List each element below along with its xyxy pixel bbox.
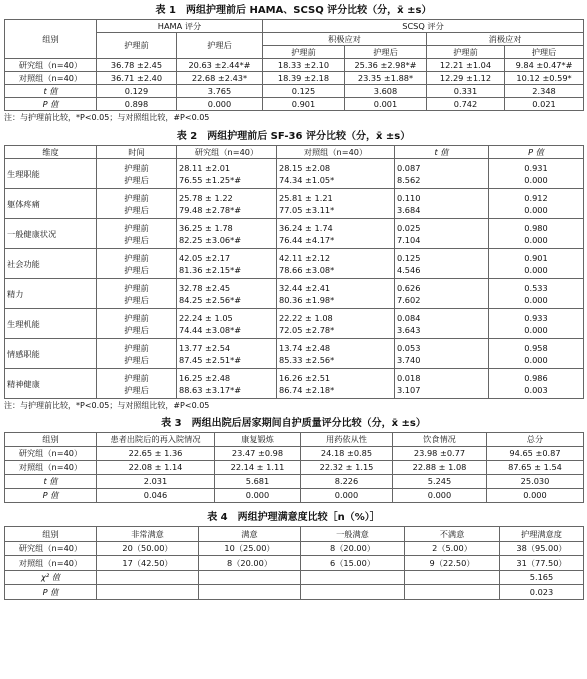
- p-values: 0.931 0.000: [489, 159, 584, 189]
- t2-header-time: 时间: [97, 146, 177, 159]
- t-values: 0.626 7.602: [395, 279, 489, 309]
- control-values: 16.26 ±2.51 86.74 ±2.18*: [277, 369, 395, 399]
- table-row: P 值 0.046 0.000 0.000 0.000 0.000: [5, 489, 584, 503]
- table1-note: 注：与护理前比较，*P<0.05；与对照组比较，#P<0.05: [4, 113, 210, 122]
- control-values: 36.24 ± 1.74 76.44 ±4.17*: [277, 219, 395, 249]
- t1-pos-before: 护理前: [263, 46, 345, 59]
- p-values: 0.980 0.000: [489, 219, 584, 249]
- time-cell: 护理前 护理后: [97, 249, 177, 279]
- time-cell: 护理前 护理后: [97, 369, 177, 399]
- dimension-label: 精力: [5, 279, 97, 309]
- t-values: 0.025 7.104: [395, 219, 489, 249]
- table-row: 对照组（n=40） 17（42.50） 8（20.00） 6（15.00） 9（22.50） 31（77.50）: [5, 556, 584, 571]
- control-values: 42.11 ±2.12 78.66 ±3.08*: [277, 249, 395, 279]
- t2-header-t: t 值: [395, 146, 489, 159]
- table-row: [5, 189, 584, 219]
- t-values: 0.125 4.546: [395, 249, 489, 279]
- table4-caption: 表 4 两组护理满意度比较［n（%）］: [207, 512, 380, 523]
- t1-group-header: 组别: [5, 20, 97, 59]
- dimension-label: 生理机能: [5, 309, 97, 339]
- dimension-label: 社会功能: [5, 249, 97, 279]
- table-row: [5, 249, 584, 279]
- t-values: 0.018 3.107: [395, 369, 489, 399]
- table-row: P 值 0.898 0.000 0.901 0.001 0.742 0.021: [5, 98, 584, 111]
- study-values: 25.78 ± 1.22 79.48 ±2.78*#: [177, 189, 277, 219]
- t1-neg-after: 护理后: [505, 46, 584, 59]
- table-row: t 值 0.129 3.765 0.125 3.608 0.331 2.348: [5, 85, 584, 98]
- table-row: [5, 279, 584, 309]
- table-row: [5, 369, 584, 399]
- t2-header-dim: 维度: [5, 146, 97, 159]
- t1-hama-before: 护理前: [97, 33, 177, 59]
- control-values: 22.22 ± 1.08 72.05 ±2.78*: [277, 309, 395, 339]
- table-row: P 值 0.023: [5, 585, 584, 600]
- study-values: 28.11 ±2.01 76.55 ±1.25*#: [177, 159, 277, 189]
- table-row: [5, 159, 584, 189]
- time-cell: 护理前 护理后: [97, 309, 177, 339]
- table2-caption: 表 2 两组护理前后 SF-36 评分比较（分，x̄ ±s）: [176, 131, 411, 142]
- t1-negative-header: 消极应对: [427, 33, 584, 46]
- dimension-label: 精神健康: [5, 369, 97, 399]
- study-values: 13.77 ±2.54 87.45 ±2.51*#: [177, 339, 277, 369]
- dimension-label: 生理职能: [5, 159, 97, 189]
- p-values: 0.533 0.000: [489, 279, 584, 309]
- control-values: 28.15 ±2.08 74.34 ±1.05*: [277, 159, 395, 189]
- t-values: 0.087 8.562: [395, 159, 489, 189]
- table2-note: 注：与护理前比较，*P<0.05；与对照组比较，#P<0.05: [4, 401, 210, 410]
- t-values: 0.084 3.643: [395, 309, 489, 339]
- p-values: 0.958 0.000: [489, 339, 584, 369]
- control-values: 13.74 ±2.48 85.33 ±2.56*: [277, 339, 395, 369]
- t1-positive-header: 积极应对: [263, 33, 427, 46]
- t1-hama-after: 护理后: [177, 33, 263, 59]
- dimension-label: 躯体疼痛: [5, 189, 97, 219]
- t2-header-control: 对照组（n=40）: [277, 146, 395, 159]
- time-cell: 护理前 护理后: [97, 189, 177, 219]
- study-values: 32.78 ±2.45 84.25 ±2.56*#: [177, 279, 277, 309]
- table-row: [5, 309, 584, 339]
- t-values: 0.110 3.684: [395, 189, 489, 219]
- t2-header-study: 研究组（n=40）: [177, 146, 277, 159]
- study-values: 36.25 ± 1.78 82.25 ±3.06*#: [177, 219, 277, 249]
- table-row: 研究组（n=40） 36.78 ±2.45 20.63 ±2.44*# 18.33 ±2.10 25.36 ±2.98*# 12.21 ±1.04 9.84 ±0.47*#: [5, 59, 584, 72]
- t1-pos-after: 护理后: [345, 46, 427, 59]
- table-row: 对照组（n=40） 36.71 ±2.40 22.68 ±2.43* 18.39 ±2.18 23.35 ±1.88* 12.29 ±1.12 10.12 ±0.59*: [5, 72, 584, 85]
- dimension-label: 情感职能: [5, 339, 97, 369]
- time-cell: 护理前 护理后: [97, 339, 177, 369]
- table1-caption: 表 1 两组护理前后 HAMA、SCSQ 评分比较（分，x̄ ±s）: [155, 5, 432, 16]
- table4: 组别 非常满意 满意 一般满意 不满意 护理满意度 研究组（n=40） 20（50.00） 10（25.00） 8（20.00） 2（5.00） 38（95.00） 对照组（n=40） 17（42.50） 8（20.00） 6（15.00） 9（22.50） 31（77.50） χ² 值 5.165 P 值 0.023: [4, 526, 584, 600]
- study-values: 22.24 ± 1.05 74.44 ±3.08*#: [177, 309, 277, 339]
- study-values: 16.25 ±2.48 88.63 ±3.17*#: [177, 369, 277, 399]
- p-values: 0.933 0.000: [489, 309, 584, 339]
- t1-neg-before: 护理前: [427, 46, 505, 59]
- t-values: 0.053 3.740: [395, 339, 489, 369]
- time-cell: 护理前 护理后: [97, 279, 177, 309]
- document-page: [0, 4, 587, 679]
- table3-caption: 表 3 两组出院后居家期间自护质量评分比较（分，x̄ ±s）: [161, 418, 426, 429]
- table-row: [5, 339, 584, 369]
- table2-body: [4, 158, 584, 399]
- control-values: 25.81 ± 1.21 77.05 ±3.11*: [277, 189, 395, 219]
- p-values: 0.901 0.000: [489, 249, 584, 279]
- t1-hama-header: HAMA 评分: [97, 20, 263, 33]
- table-row: [5, 219, 584, 249]
- table-row: 研究组（n=40） 20（50.00） 10（25.00） 8（20.00） 2（5.00） 38（95.00）: [5, 541, 584, 556]
- t1-scsq-header: SCSQ 评分: [263, 20, 584, 33]
- p-values: 0.986 0.003: [489, 369, 584, 399]
- table-row: t 值 2.031 5.681 8.226 5.245 25.030: [5, 475, 584, 489]
- time-cell: 护理前 护理后: [97, 219, 177, 249]
- p-values: 0.912 0.000: [489, 189, 584, 219]
- table2: [4, 145, 584, 159]
- t2-header-p: P 值: [489, 146, 584, 159]
- table3: 组别 患者出院后的再入院情况 康复锻炼 用药依从性 饮食情况 总分 研究组（n=40） 22.65 ± 1.36 23.47 ±0.98 24.18 ±0.85 23.98 ±0.77 94.65 ±0.87 对照组（n=40） 22.08 ± 1.14 22.14 ± 1.11 22.32 ± 1.15 22.88 ± 1.08 87.65 ± 1.54 t 值 2.031 5.681 8.226 5.245 25.030 P 值 0.046 0.000 0.000 0.000 0.000: [4, 432, 584, 503]
- table-row: χ² 值 5.165: [5, 570, 584, 585]
- control-values: 32.44 ±2.41 80.36 ±1.98*: [277, 279, 395, 309]
- study-values: 42.05 ±2.17 81.36 ±2.15*#: [177, 249, 277, 279]
- table1: [4, 19, 584, 111]
- table-row: 对照组（n=40） 22.08 ± 1.14 22.14 ± 1.11 22.32 ± 1.15 22.88 ± 1.08 87.65 ± 1.54: [5, 461, 584, 475]
- time-cell: 护理前 护理后: [97, 159, 177, 189]
- dimension-label: 一般健康状况: [5, 219, 97, 249]
- table-row: 研究组（n=40） 22.65 ± 1.36 23.47 ±0.98 24.18 ±0.85 23.98 ±0.77 94.65 ±0.87: [5, 447, 584, 461]
